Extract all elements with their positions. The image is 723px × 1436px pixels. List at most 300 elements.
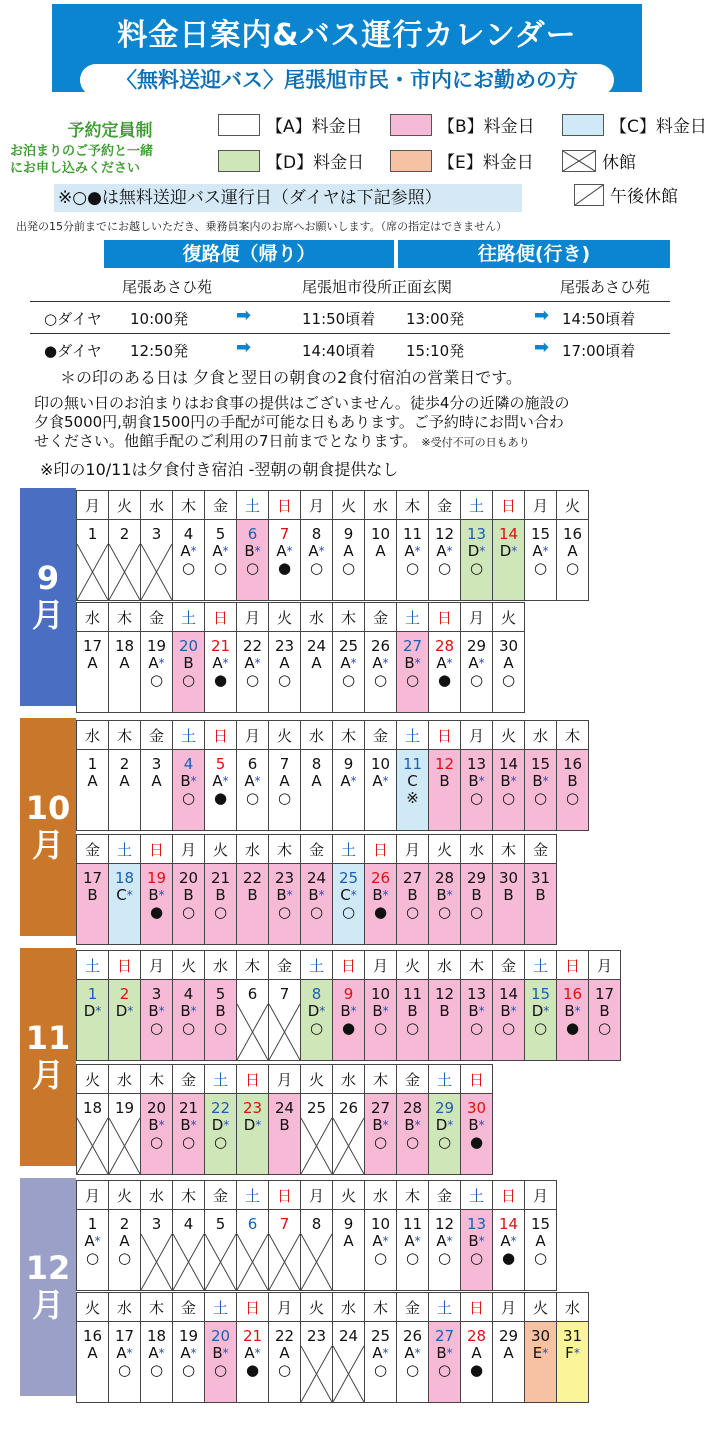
day-number: 24 <box>306 637 327 655</box>
calendar-day <box>493 980 525 1061</box>
calendar-day <box>429 864 461 945</box>
bus-mark: ○ <box>469 559 484 577</box>
rate-code: B* <box>212 1344 229 1362</box>
bus-mark: ○ <box>245 559 260 577</box>
day-number: 25 <box>338 869 359 887</box>
rate-code: C <box>407 772 418 790</box>
calendar-day <box>141 750 173 831</box>
weekday-header: 土 <box>301 951 333 980</box>
day-number: 17 <box>82 637 103 655</box>
day-number: 8 <box>311 755 322 773</box>
bus-mark: ○ <box>437 1249 452 1267</box>
closed-cross-icon <box>333 1094 364 1174</box>
day-number: 16 <box>562 525 583 543</box>
calendar-block <box>76 720 589 831</box>
rate-code: D* <box>211 1116 230 1134</box>
meal-asterisk: * <box>350 888 357 902</box>
day-number: 28 <box>466 1327 487 1345</box>
calendar-day <box>237 520 269 601</box>
calendar-day <box>493 750 525 831</box>
rate-code: A* <box>436 1232 453 1250</box>
bus-mark: ● <box>565 1019 580 1037</box>
bus-mark: ○ <box>277 789 292 807</box>
meal-asterisk: * <box>510 774 517 788</box>
day-number: 11 <box>402 525 423 543</box>
calendar-day <box>589 980 621 1061</box>
calendar-day <box>301 750 333 831</box>
weekday-header: 火 <box>77 1065 109 1094</box>
weekday-header: 火 <box>301 1065 333 1094</box>
calendar-block <box>76 1180 557 1291</box>
divider <box>30 333 670 334</box>
bus-mark: ○ <box>437 1133 452 1151</box>
meal-asterisk: * <box>254 1346 261 1360</box>
day-number: 29 <box>466 637 487 655</box>
closed-cross-icon <box>141 1210 172 1290</box>
closed-cross-icon <box>205 1210 236 1290</box>
bus-mark: ○ <box>469 671 484 689</box>
calendar-day <box>333 632 365 713</box>
calendar-day <box>141 1322 173 1403</box>
bus-mark: ○ <box>341 903 356 921</box>
rate-code: D* <box>243 1116 262 1134</box>
day-number: 10 <box>370 985 391 1003</box>
rate-code: B* <box>340 1002 357 1020</box>
rate-code: B* <box>372 1116 389 1134</box>
weekday-header: 木 <box>333 721 365 750</box>
rate-code: D* <box>307 1002 326 1020</box>
day-number: 11 <box>402 985 423 1003</box>
weekday-header: 日 <box>365 835 397 864</box>
calendar-day <box>333 1094 365 1175</box>
weekday-header: 火 <box>173 951 205 980</box>
weekday-header: 木 <box>461 951 493 980</box>
bus-mark: ○ <box>501 671 516 689</box>
rate-code: A <box>343 1232 354 1250</box>
bus-mark: ● <box>245 1361 260 1379</box>
weekday-header: 月 <box>237 721 269 750</box>
rate-code: B* <box>372 886 389 904</box>
calendar-day <box>429 520 461 601</box>
rate-code: A* <box>372 1232 389 1250</box>
bus-mark: ○ <box>277 671 292 689</box>
page-subtitle: 〈無料送迎バス〉尾張旭市民・市内にお勤めの方 <box>80 64 614 96</box>
calendar-day <box>301 520 333 601</box>
meal-asterisk: * <box>382 1118 389 1132</box>
day-number: 10 <box>370 1215 391 1233</box>
legend-d <box>218 148 364 173</box>
calendar-day <box>141 980 173 1061</box>
meal-asterisk: * <box>382 1346 389 1360</box>
calendar-day <box>141 1094 173 1175</box>
bus-mark: ○ <box>277 1361 292 1379</box>
calendar-day <box>493 632 525 713</box>
reservation-note-line2: にお申し込みください <box>10 161 141 176</box>
rate-code: B <box>503 886 514 904</box>
weekday-header: 金 <box>173 1065 205 1094</box>
day-number: 6 <box>247 1215 258 1233</box>
calendar-day <box>397 1322 429 1403</box>
bus-mark: ○ <box>437 559 452 577</box>
bus-mark: ○ <box>405 903 420 921</box>
calendar-day <box>525 750 557 831</box>
weekday-header: 土 <box>205 1293 237 1322</box>
rate-code: A* <box>436 542 453 560</box>
meal-asterisk: * <box>478 1004 485 1018</box>
meal-asterisk: * <box>446 544 453 558</box>
meal-asterisk: * <box>158 888 165 902</box>
weekday-header: 水 <box>333 1293 365 1322</box>
bus-mark: ○ <box>341 671 356 689</box>
rate-code: F* <box>565 1344 580 1362</box>
calendar-day <box>77 980 109 1061</box>
calendar-block <box>76 602 525 713</box>
calendar-day <box>173 864 205 945</box>
weekday-header: 水 <box>365 1181 397 1210</box>
calendar-day <box>205 1094 237 1175</box>
rate-code: B <box>407 886 418 904</box>
calendar-day <box>237 1322 269 1403</box>
rate-code: A <box>87 1344 98 1362</box>
rate-code: B <box>279 1116 290 1134</box>
weekday-header: 金 <box>205 1181 237 1210</box>
weekday-header: 木 <box>173 1181 205 1210</box>
row2-arrive2: 17:00頃着 <box>562 342 636 360</box>
weekday-header: 月 <box>525 491 557 520</box>
day-number: 1 <box>87 1215 98 1233</box>
day-number: 8 <box>311 1215 322 1233</box>
calendar-day <box>77 750 109 831</box>
day-number: 5 <box>215 755 226 773</box>
day-number: 6 <box>247 755 258 773</box>
calendar-day <box>269 750 301 831</box>
calendar-day <box>205 864 237 945</box>
day-number: 3 <box>151 1215 162 1233</box>
calendar-day <box>461 864 493 945</box>
rate-code: C* <box>116 886 133 904</box>
calendar-day <box>173 750 205 831</box>
rate-code: B* <box>180 1116 197 1134</box>
rate-code: A <box>471 1344 482 1362</box>
meal-asterisk: * <box>223 1118 230 1132</box>
meal-asterisk: * <box>542 774 549 788</box>
rate-code: B* <box>468 772 485 790</box>
weekday-header: 月 <box>589 951 621 980</box>
day-number: 10 <box>370 525 391 543</box>
calendar-day <box>525 980 557 1061</box>
bus-mark: ○ <box>213 1361 228 1379</box>
meal-note: ＊の印のある日は 夕食と翌日の朝食の2食付宿泊の営業日です。 <box>60 368 522 387</box>
day-number: 2 <box>119 755 130 773</box>
rate-code: D* <box>83 1002 102 1020</box>
bus-mark: ○ <box>373 1133 388 1151</box>
calendar-day <box>301 980 333 1061</box>
day-number: 29 <box>434 1099 455 1117</box>
bus-mark: ● <box>373 903 388 921</box>
bus-mark: ● <box>469 1361 484 1379</box>
calendar-day <box>429 1322 461 1403</box>
rate-code: A <box>503 654 514 672</box>
day-number: 27 <box>402 637 423 655</box>
rate-code: B <box>87 886 98 904</box>
day-number: 26 <box>338 1099 359 1117</box>
day-number: 16 <box>562 755 583 773</box>
calendar-day <box>525 520 557 601</box>
swatch-b <box>390 114 432 136</box>
rate-code: B <box>471 886 482 904</box>
rate-code: B* <box>436 1344 453 1362</box>
day-number: 28 <box>434 869 455 887</box>
weekday-header: 水 <box>461 835 493 864</box>
calendar-day <box>269 980 301 1061</box>
day-number: 4 <box>183 525 194 543</box>
rate-code: A* <box>148 1344 165 1362</box>
col-origin: 尾張あさひ苑 <box>122 278 213 296</box>
bus-mark: ○ <box>181 671 196 689</box>
bus-mark: ○ <box>597 1019 612 1037</box>
rate-code: A <box>87 654 98 672</box>
day-number: 24 <box>274 1099 295 1117</box>
meal-asterisk: * <box>382 1234 389 1248</box>
rate-code: A <box>535 1232 546 1250</box>
day-number: 21 <box>178 1099 199 1117</box>
weekday-header: 木 <box>397 491 429 520</box>
legend-b-label: 【B】料金日 <box>438 117 535 137</box>
day-number: 1 <box>87 755 98 773</box>
weekday-header: 土 <box>525 951 557 980</box>
day-number: 20 <box>178 637 199 655</box>
day-number: 15 <box>530 1215 551 1233</box>
calendar-day <box>109 632 141 713</box>
calendar-day <box>141 520 173 601</box>
rate-code: A <box>279 772 290 790</box>
weekday-header: 日 <box>205 603 237 632</box>
bus-mark: ○ <box>85 1249 100 1267</box>
meal-asterisk: * <box>254 774 261 788</box>
weekday-header: 火 <box>77 1293 109 1322</box>
bus-mark: ○ <box>149 671 164 689</box>
rate-code: A* <box>116 1344 133 1362</box>
calendar-day <box>365 750 397 831</box>
closed-cross-icon <box>301 1322 332 1402</box>
month-label: 9 月 <box>31 559 64 634</box>
meal-asterisk: * <box>158 1346 165 1360</box>
meal-asterisk: * <box>478 656 485 670</box>
month-label: 12 月 <box>25 1249 71 1324</box>
weekday-header: 金 <box>141 721 173 750</box>
meal-asterisk: * <box>574 1004 581 1018</box>
day-number: 18 <box>114 637 135 655</box>
month-tab-october <box>20 718 76 936</box>
closed-cross-icon <box>301 1210 332 1290</box>
weekday-header: 日 <box>493 1181 525 1210</box>
meal-asterisk: * <box>286 544 293 558</box>
bus-mark: ○ <box>245 789 260 807</box>
bus-mark: ○ <box>181 789 196 807</box>
bus-mark: ● <box>213 671 228 689</box>
weekday-header: 水 <box>77 603 109 632</box>
weekday-header: 木 <box>365 1065 397 1094</box>
weekday-header: 金 <box>397 1065 429 1094</box>
day-number: 23 <box>306 1327 327 1345</box>
weekday-header: 金 <box>269 951 301 980</box>
closed-cross-icon <box>237 980 268 1060</box>
day-number: 14 <box>498 525 519 543</box>
bus-mark: ○ <box>405 1019 420 1037</box>
bus-mark: ○ <box>181 1019 196 1037</box>
weekday-header: 月 <box>461 603 493 632</box>
calendar-day <box>461 1322 493 1403</box>
calendar-day <box>365 1322 397 1403</box>
day-number: 14 <box>498 1215 519 1233</box>
meal-asterisk: * <box>447 1118 454 1132</box>
meal-asterisk: * <box>414 1118 421 1132</box>
row2-depart: 12:50発 <box>130 342 189 360</box>
calendar-day <box>525 864 557 945</box>
calendar-day <box>237 1094 269 1175</box>
day-number: 7 <box>279 1215 290 1233</box>
weekday-header: 水 <box>141 1181 173 1210</box>
bus-mark: ○ <box>309 1019 324 1037</box>
row1-depart: 10:00発 <box>130 310 189 328</box>
weekday-header: 水 <box>301 721 333 750</box>
closed-cross-icon <box>109 520 140 600</box>
weekday-header: 火 <box>109 491 141 520</box>
swatch-d <box>218 150 260 172</box>
arrow-right-icon: ➡ <box>534 305 550 326</box>
meal-asterisk: * <box>414 1346 421 1360</box>
day-number: 12 <box>434 985 455 1003</box>
day-number: 9 <box>343 1215 354 1233</box>
weekday-header: 火 <box>493 603 525 632</box>
rate-code: A* <box>244 1344 261 1362</box>
calendar-day <box>461 750 493 831</box>
calendar-day <box>301 864 333 945</box>
bus-mark: ○ <box>213 559 228 577</box>
rate-code: A <box>503 1344 514 1362</box>
weekday-header: 日 <box>429 603 461 632</box>
info-line3 <box>34 432 530 452</box>
calendar-block <box>76 1292 589 1403</box>
bus-mark: ○ <box>149 1133 164 1151</box>
bus-mark: ○ <box>245 671 260 689</box>
rate-code: B* <box>564 1002 581 1020</box>
weekday-header: 水 <box>109 1065 141 1094</box>
day-number: 7 <box>279 755 290 773</box>
bus-mark: ○ <box>181 903 196 921</box>
calendar-day <box>429 1210 461 1291</box>
day-number: 9 <box>343 755 354 773</box>
day-number: 18 <box>114 869 135 887</box>
calendar-day <box>173 1210 205 1291</box>
day-number: 23 <box>242 1099 263 1117</box>
legend-c-label: 【C】料金日 <box>610 117 707 137</box>
rate-code: B <box>183 886 194 904</box>
rate-code: A* <box>372 772 389 790</box>
rate-code: A* <box>180 542 197 560</box>
weekday-header: 土 <box>173 721 205 750</box>
bus-mark: ● <box>277 559 292 577</box>
meal-asterisk: * <box>382 888 389 902</box>
legend-closed-label: 休館 <box>602 153 636 173</box>
legend-pm-closed <box>574 182 678 207</box>
rate-code: A* <box>468 654 485 672</box>
meal-asterisk: * <box>222 544 229 558</box>
rate-code: B* <box>180 1002 197 1020</box>
rate-code: B <box>439 1002 450 1020</box>
calendar-day <box>141 1210 173 1291</box>
month-tab-november <box>20 948 76 1166</box>
calendar-day <box>77 1094 109 1175</box>
calendar-day <box>557 750 589 831</box>
weekday-header: 月 <box>365 951 397 980</box>
rate-code: A <box>279 1344 290 1362</box>
closed-cross-icon <box>269 1210 300 1290</box>
weekday-header: 土 <box>109 835 141 864</box>
day-number: 15 <box>530 755 551 773</box>
calendar-day <box>269 1094 301 1175</box>
day-number: 19 <box>114 1099 135 1117</box>
bus-mark: ○ <box>117 1361 132 1379</box>
day-number: 12 <box>434 525 455 543</box>
day-number: 21 <box>210 869 231 887</box>
day-number: 2 <box>119 1215 130 1233</box>
weekday-header: 日 <box>237 1293 269 1322</box>
day-number: 30 <box>530 1327 551 1345</box>
reservation-note <box>10 116 210 177</box>
weekday-header: 木 <box>109 603 141 632</box>
rate-code: A* <box>404 1232 421 1250</box>
calendar-day <box>461 980 493 1061</box>
weekday-header: 木 <box>493 835 525 864</box>
day-number: 26 <box>370 869 391 887</box>
rate-code: B* <box>148 886 165 904</box>
bus-mark: ● <box>213 789 228 807</box>
row1-label: ○ダイヤ <box>44 310 102 328</box>
divider <box>30 301 670 302</box>
calendar-day <box>397 520 429 601</box>
bus-mark: ○ <box>533 1019 548 1037</box>
calendar-day <box>397 864 429 945</box>
rate-code: B* <box>436 886 453 904</box>
rate-code: B <box>439 772 450 790</box>
bus-mark: ○ <box>117 1249 132 1267</box>
weekday-header: 日 <box>429 721 461 750</box>
weekday-header: 日 <box>461 1293 493 1322</box>
calendar-day <box>429 750 461 831</box>
weekday-header: 月 <box>77 491 109 520</box>
day-number: 1 <box>87 985 98 1003</box>
weekday-header: 木 <box>109 721 141 750</box>
meal-asterisk: * <box>190 1118 197 1132</box>
day-number: 30 <box>498 869 519 887</box>
rate-code: B <box>535 886 546 904</box>
weekday-header: 土 <box>461 491 493 520</box>
day-number: 12 <box>434 1215 455 1233</box>
return-trip-header: 復路便（帰り） <box>104 240 394 268</box>
page-title: 料金日案内&バス運行カレンダー <box>117 18 577 53</box>
calendar-day <box>333 1210 365 1291</box>
meal-asterisk: * <box>414 656 421 670</box>
rate-code: B* <box>180 772 197 790</box>
bus-mark: ○ <box>373 671 388 689</box>
meal-asterisk: * <box>478 1118 485 1132</box>
day-number: 13 <box>466 525 487 543</box>
arrow-right-icon: ➡ <box>236 305 252 326</box>
day-number: 7 <box>279 525 290 543</box>
rate-code: A* <box>308 542 325 560</box>
rate-code: B* <box>500 1002 517 1020</box>
